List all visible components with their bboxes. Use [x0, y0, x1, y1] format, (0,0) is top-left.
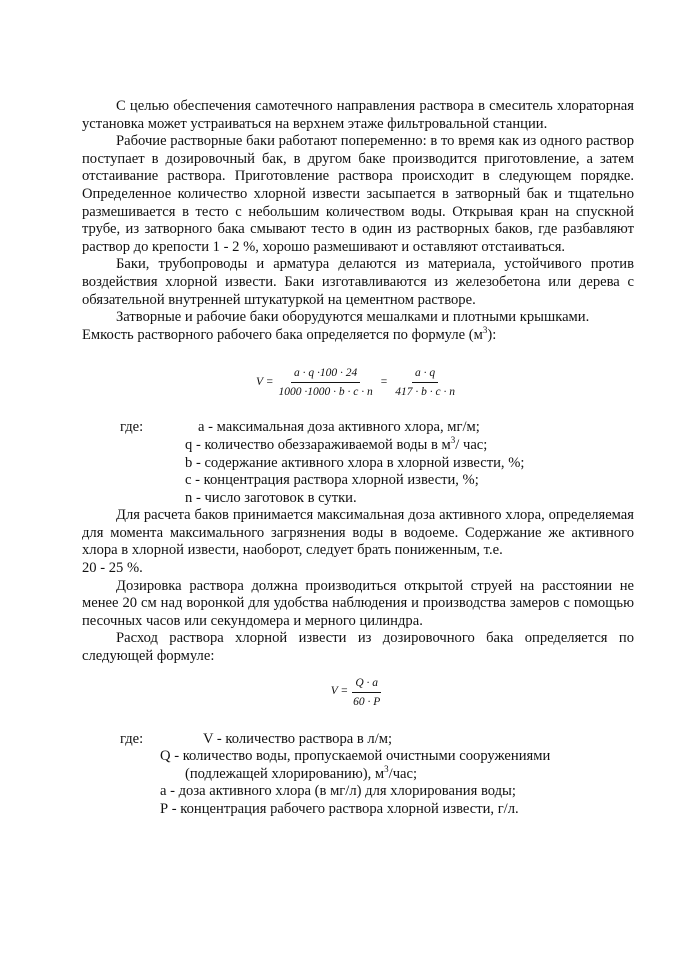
paragraph-5 [82, 324, 634, 345]
paragraph-6-continued: 20 - 25 %. [82, 560, 143, 577]
paragraph-2: Рабочие растворные баки работают попеременно: в то время как из одного раствор поступает в дозировочный бак, в другом баке производится приготовление, а затем отстаивание раствора. Приготовление раствора происходит в следующем порядке. Определенное количество хлорной извести засыпается в затворный бак и тщательно размешивается в тесто с небольшим количеством воды. Открывая кран на спускной трубе, из затворного бака смывают тесто в один из растворных баков, где разбавляют раствор до крепости 1 - 2 %, хорошо размешивают и оставляют отстаиваться. [82, 133, 634, 255]
where-label: где: [120, 419, 144, 436]
variable-definitions-1 [82, 419, 634, 507]
fraction-3-numerator: Q · a [352, 676, 381, 693]
definition-Q-continued [82, 763, 634, 784]
definition-V: V - количество раствора в л/м; [203, 730, 393, 747]
equals-sign: = [380, 376, 388, 389]
definition-q-text: q - количество обеззараживаемой воды в м [185, 436, 451, 453]
formula-lhs: V = [330, 685, 349, 698]
fraction-1 [275, 366, 375, 399]
fraction-2-denominator: 417 · b · c · n [395, 386, 455, 399]
consumption-formula [82, 676, 634, 709]
superscript: 3 [384, 763, 389, 774]
definition-row [82, 731, 634, 749]
formula-lhs: V = [256, 376, 274, 389]
definition-P: Р - концентрация рабочего раствора хлорной извести, г/л. [160, 801, 519, 817]
variable-definitions-2 [82, 731, 634, 819]
fraction-2-numerator: a · q [412, 366, 438, 383]
definition-n: n - число заготовок в сутки. [185, 489, 357, 506]
definition-b: b - содержание активного хлора в хлорной извести, %; [185, 454, 525, 471]
definition-Q-text: (подлежащей хлорированию), м [185, 765, 385, 782]
definition-Q: Q - количество воды, пропускаемой очистными сооружениями [160, 748, 551, 765]
paragraph-1: С целью обеспечения самотечного направления раствора в смеситель хлораторная установка может устраиваться на верхнем этаже фильтровальной станции. [82, 98, 634, 132]
definition-c: c - концентрация раствора хлорной извести, %; [185, 472, 479, 489]
superscript: 3 [450, 435, 456, 446]
definition-q [82, 437, 634, 455]
definition-a: a - максимальная доза активного хлора, мг/м; [198, 419, 480, 436]
superscript: 3 [482, 324, 488, 335]
paragraph-3: Баки, трубопроводы и арматура делаются из материала, устойчивого против воздействия хлорной извести. Баки изготавливаются из железобетона или дерева с обязательной внутренней штукатуркой на цементном растворе. [82, 256, 634, 308]
tank-capacity-formula [82, 366, 634, 399]
definition-a2: а - доза активного хлора (в мг/л) для хлорирования воды; [160, 783, 516, 800]
paragraph-7: Дозировка раствора должна производиться открытой струей на расстоянии не менее 20 см над воронкой для удобства наблюдения и производства замеров с помощью песочных часов или секундомера и мерного цилиндра. [82, 577, 634, 629]
paragraph-4: Затворные и рабочие баки оборудуются мешалками и плотными крышками. [116, 309, 590, 326]
definition-Q-end: /час; [388, 765, 418, 782]
paragraph-6: Для расчета баков принимается максимальная доза активного хлора, определяемая для момента максимального загрязнения воды в водоеме. Содержание же активного хлора в хлорной извести, наоборот, следует брать пониженным, т.е. [82, 507, 634, 559]
definition-q-end: / час; [455, 436, 488, 453]
document-page [82, 98, 634, 819]
fraction-2 [392, 366, 458, 399]
definition-row [82, 419, 634, 437]
where-label: где: [120, 730, 144, 747]
paragraph-8: Расход раствора хлорной извести из дозировочного бака определяется по следующей формуле: [82, 630, 634, 665]
fraction-1-numerator: a · q ·100 · 24 [291, 366, 360, 383]
fraction-3 [350, 676, 383, 709]
fraction-1-denominator: 1000 ·1000 · b · c · n [278, 386, 373, 399]
paragraph-5-end: ): [487, 326, 497, 343]
paragraph-5-text: Емкость растворного рабочего бака определяется по формуле (м [82, 326, 483, 343]
fraction-3-denominator: 60 · P [353, 695, 381, 708]
